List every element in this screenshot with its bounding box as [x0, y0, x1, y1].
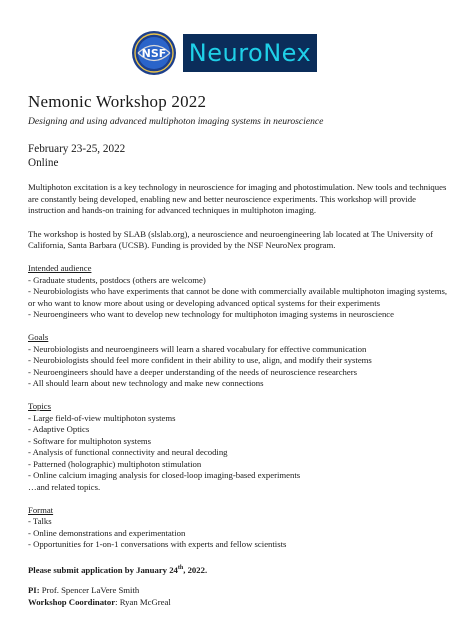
list-item: - Neurobiologists and neuroengineers will learn a shared vocabulary for effective communication	[28, 343, 367, 354]
topics-heading: Topics	[28, 400, 52, 411]
deadline-ordinal: th	[177, 565, 184, 572]
intro-paragraph-1: Multiphoton excitation is a key technology in neuroscience for imaging and photostimulation. New tools and techniques are constantly being developed, enabling new and better neuroscience experiments. This workshop will provide instruction and hands-on training for advanced techniques in multiphoton imaging.	[28, 182, 447, 216]
audience-list	[28, 275, 452, 321]
intro-paragraph-2: The workshop is hosted by SLAB (slslab.org), a neuroscience and neuroengineering lab located at The University of California, Santa Barbara (UCSB). Funding is provided by the NSF NeuroNex program.	[28, 228, 433, 251]
list-item: - Adaptive Optics	[28, 424, 90, 435]
list-item: - Opportunities for 1-on-1 conversations with experts and fellow scientists	[28, 539, 287, 550]
list-item: - Neurobiologists should feel more confident in their ability to use, align, and modify their systems	[28, 355, 372, 366]
page-subtitle: Designing and using advanced multiphoton imaging systems in neuroscience	[28, 116, 324, 127]
event-location: Online	[28, 157, 59, 169]
list-item: …and related topics.	[28, 482, 101, 493]
event-date: February 23-25, 2022	[28, 143, 126, 155]
page-title: Nemonic Workshop 2022	[28, 92, 207, 111]
list-item: - Patterned (holographic) multiphoton stimulation	[28, 458, 202, 469]
pi-name: Prof. Spencer LaVere Smith	[39, 585, 140, 596]
list-item: - Online calcium imaging analysis for closed-loop imaging-based experiments	[28, 470, 301, 481]
list-item: - Analysis of functional connectivity and neural decoding	[28, 447, 228, 458]
topics-list	[28, 413, 452, 494]
document-body	[28, 92, 452, 608]
deadline-year: , 2022.	[183, 565, 208, 576]
list-item: - Neuroengineers should have a deeper understanding of the needs of neuroscience researchers	[28, 366, 358, 377]
list-item: - Neuroengineers who want to develop new technology for multiphoton imaging systems in neuroscience	[28, 309, 394, 320]
list-item: - Software for multiphoton systems	[28, 435, 152, 446]
logo-bar	[131, 30, 317, 76]
list-item: - Online demonstrations and experimentation	[28, 527, 186, 538]
list-item: - Talks	[28, 516, 52, 527]
coordinator-name: : Ryan McGreal	[115, 596, 171, 607]
coordinator-line	[28, 597, 452, 609]
application-deadline	[28, 565, 452, 575]
goals-heading: Goals	[28, 331, 49, 342]
nsf-seal-text: NSF	[141, 47, 167, 60]
neuronex-logo-text: NeuroNex	[188, 39, 312, 67]
list-item: - Graduate students, postdocs (others are welcome)	[28, 274, 206, 285]
pi-line	[28, 585, 452, 597]
nsf-seal-logo	[131, 30, 177, 76]
coordinator-label: Workshop Coordinator	[28, 596, 116, 607]
format-list	[28, 516, 452, 551]
contacts	[28, 585, 452, 608]
event-dates	[28, 142, 452, 170]
pi-label: PI:	[28, 585, 40, 596]
neuronex-logo	[183, 34, 317, 72]
goals-list	[28, 344, 452, 390]
deadline-text: Please submit application by January 24	[28, 565, 178, 576]
list-item: - Large field-of-view multiphoton systems	[28, 412, 176, 423]
audience-heading: Intended audience	[28, 262, 92, 273]
list-item: - Neurobiologists who have experiments that cannot be done with commercially available multiphoton imaging systems, or who want to know more about using or developing advanced optical systems for their experiments	[28, 286, 448, 308]
format-heading: Format	[28, 504, 54, 515]
list-item: - All should learn about new technology and make new connections	[28, 378, 264, 389]
